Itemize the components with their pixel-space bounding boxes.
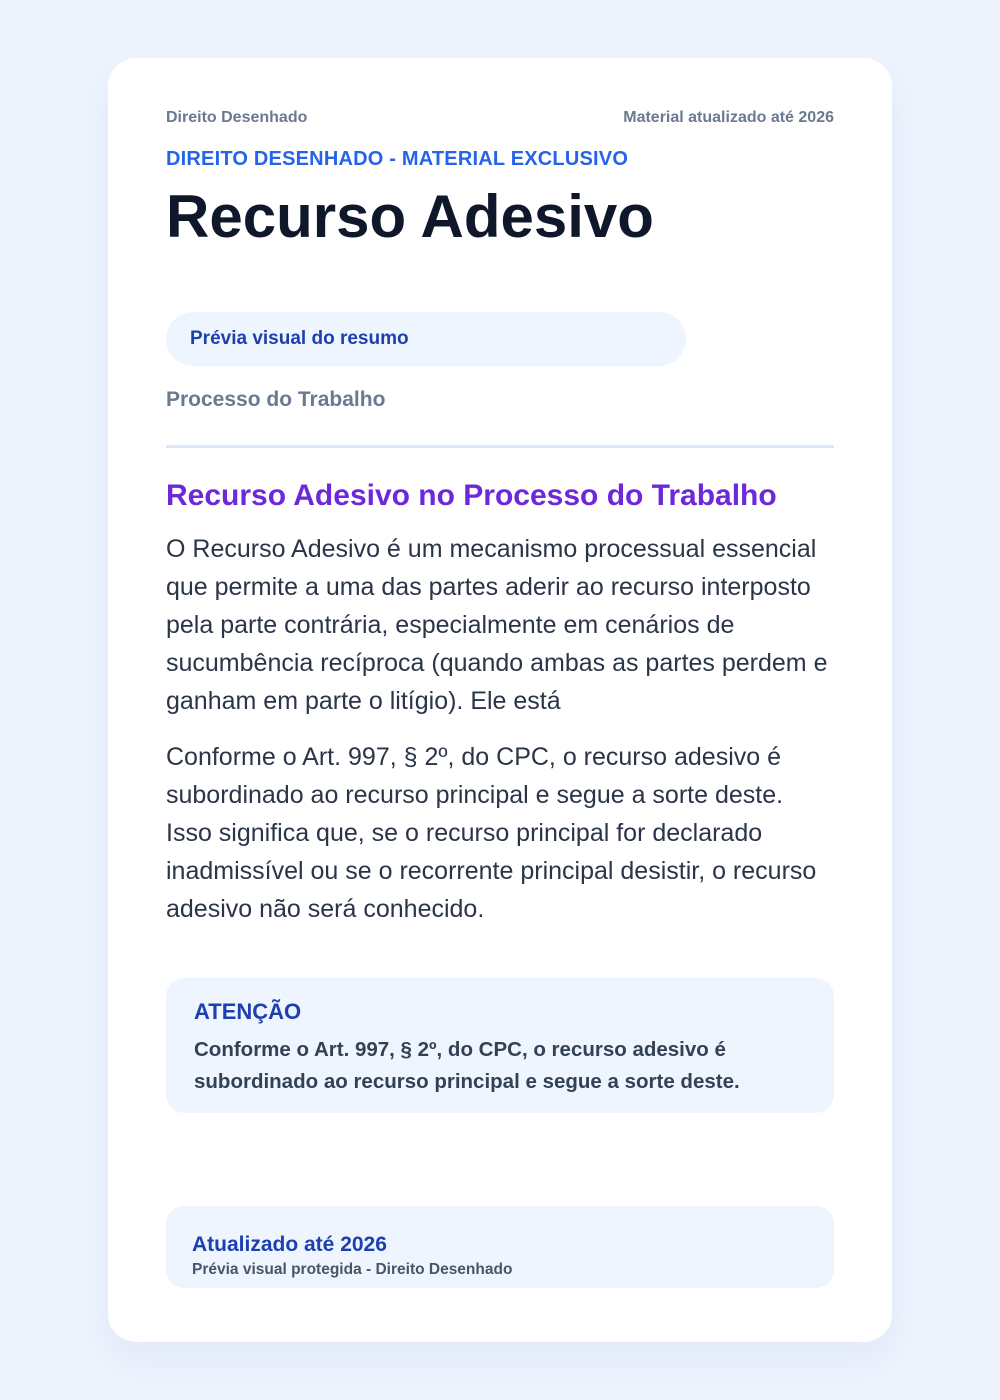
footer-box (166, 1206, 834, 1288)
paragraph-intro: O Recurso Adesivo é um mecanismo processual essencial que permite a uma das partes aderir ao recurso interposto pela parte contrária, especialmente em cenários de sucumbência recíproca (quando ambas as partes perdem e ganham em parte o litígio). Ele está (166, 535, 828, 715)
section-title: Recurso Adesivo no Processo do Trabalho (166, 479, 777, 512)
page-title: Recurso Adesivo (166, 183, 654, 250)
card-content (166, 58, 834, 1342)
kicker-label: DIREITO DESENHADO - MATERIAL EXCLUSIVO (166, 148, 629, 170)
attention-callout (166, 978, 834, 1113)
paragraph-article: Conforme o Art. 997, § 2º, do CPC, o recurso adesivo é subordinado ao recurso principal e segue a sorte deste. Isso significa que, se o recurso principal for declarado inadmissível ou se o recorrente principal desistir, o recurso adesivo não será conhecido. (166, 743, 817, 923)
footer-subtitle: Prévia visual protegida - Direito Desenhado (192, 1261, 513, 1278)
callout-text: Conforme o Art. 997, § 2º, do CPC, o recurso adesivo é subordinado ao recurso principal e segue a sorte deste. (194, 1038, 740, 1093)
document-card (108, 58, 892, 1342)
preview-pill: Prévia visual do resumo (166, 312, 686, 366)
brand-label: Direito Desenhado (166, 109, 308, 126)
updated-label: Material atualizado até 2026 (623, 109, 834, 126)
footer-title: Atualizado até 2026 (192, 1233, 387, 1256)
callout-title: ATENÇÃO (194, 999, 302, 1024)
top-bar (166, 109, 834, 129)
divider (166, 445, 834, 448)
category-label: Processo do Trabalho (166, 388, 386, 411)
